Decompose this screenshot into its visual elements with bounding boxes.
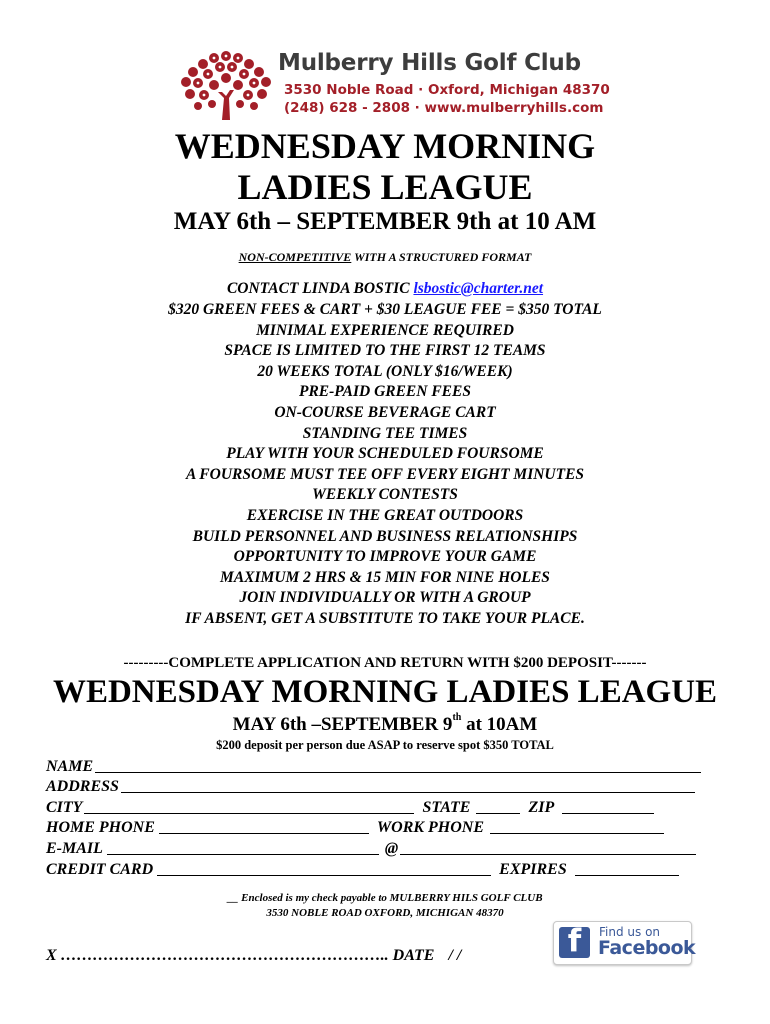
signature-mark: X	[46, 947, 57, 964]
feature-item: STANDING TEE TIMES	[302, 424, 468, 442]
email-domain-field[interactable]	[400, 840, 696, 855]
facebook-badge[interactable]	[553, 921, 696, 965]
name-label: NAME	[46, 757, 94, 775]
deposit-note: $200 deposit per person due ASAP to reserve spot $350 TOTAL	[216, 738, 554, 752]
application-dates-time: at 10AM	[461, 714, 538, 735]
feature-item: OPPORTUNITY TO IMPROVE YOUR GAME	[233, 548, 537, 566]
state-label: STATE	[422, 798, 471, 816]
format-rest: WITH A STRUCTURED FORMAT	[351, 250, 532, 264]
league-format	[0, 250, 770, 265]
check-address: 3530 NOBLE ROAD OXFORD, MICHIGAN 48370	[266, 907, 504, 919]
feature-item: BUILD PERSONNEL AND BUSINESS RELATIONSHIPS	[192, 527, 578, 545]
address-row	[46, 776, 726, 797]
credit-card-field[interactable]	[157, 861, 491, 876]
feature-item: MINIMAL EXPERIENCE REQUIRED	[256, 321, 514, 339]
name-field[interactable]	[95, 758, 701, 773]
home-phone-field[interactable]	[159, 819, 369, 834]
date-label: DATE	[392, 947, 435, 964]
feature-item: JOIN INDIVIDUALLY OR WITH A GROUP	[239, 589, 531, 607]
feature-item: PLAY WITH YOUR SCHEDULED FOURSOME	[226, 445, 544, 463]
format-emphasis: NON-COMPETITIVE	[238, 250, 352, 264]
club-phone-web: (248) 628 - 2808 · www.mulberryhills.com	[284, 100, 604, 116]
title-line-1: WEDNESDAY MORNING	[174, 126, 596, 166]
work-phone-field[interactable]	[490, 819, 664, 834]
feature-item: PRE-PAID GREEN FEES	[299, 383, 471, 401]
season-dates: MAY 6th – SEPTEMBER 9th at 10 AM	[173, 208, 597, 235]
signature-line[interactable]: ……………………………………………………..	[60, 947, 389, 964]
facebook-icon-letter: f	[567, 923, 582, 959]
email-label: E-MAIL	[46, 839, 103, 857]
cut-line: ---------COMPLETE APPLICATION AND RETURN WITH $200 DEPOSIT-------	[123, 655, 647, 671]
feature-item: 20 WEEKS TOTAL (ONLY $16/WEEK)	[257, 362, 513, 380]
expires-label: EXPIRES	[499, 860, 567, 878]
contact-email-link[interactable]: lsbostic@charter.net	[413, 280, 544, 297]
facebook-wordmark: Facebook	[598, 937, 696, 959]
application-dates-sup: th	[452, 712, 462, 723]
contact-prefix: CONTACT LINDA BOSTIC	[226, 280, 414, 297]
facebook-find-us: Find us on	[599, 925, 661, 939]
feature-item: A FOURSOME MUST TEE OFF EVERY EIGHT MINUTES	[185, 465, 585, 483]
club-logo	[178, 48, 610, 120]
credit-card-row	[46, 858, 726, 879]
feature-item: ON-COURSE BEVERAGE CART	[274, 403, 496, 421]
email-user-field[interactable]	[107, 840, 379, 855]
state-field[interactable]	[476, 799, 520, 814]
zip-label: ZIP	[528, 798, 555, 816]
phone-row	[46, 817, 726, 838]
credit-card-label: CREDIT CARD	[46, 860, 154, 878]
contact-line	[0, 279, 770, 300]
address-label: ADDRESS	[46, 778, 119, 796]
zip-field[interactable]	[562, 799, 654, 814]
feature-item: SPACE IS LIMITED TO THE FIRST 12 TEAMS	[224, 342, 546, 360]
application-form	[46, 755, 726, 879]
email-at-sign: @	[384, 839, 399, 857]
signature-row	[46, 947, 461, 965]
application-dates	[0, 714, 770, 736]
application-dates-main: MAY 6th –SEPTEMBER 9	[232, 714, 453, 735]
feature-item: IF ABSENT, GET A SUBSTITUTE TO TAKE YOUR PLACE.	[185, 609, 585, 627]
feature-item: EXERCISE IN THE GREAT OUTDOORS	[246, 506, 524, 524]
feature-item: MAXIMUM 2 HRS & 15 MIN FOR NINE HOLES	[220, 568, 550, 586]
check-payable-note: __ Enclosed is my check payable to MULBERRY HILS GOLF CLUB	[227, 892, 543, 904]
feature-list	[0, 300, 770, 630]
mulberry-tree-icon	[178, 48, 274, 120]
city-field[interactable]	[84, 799, 414, 814]
title-line-2: LADIES LEAGUE	[237, 167, 533, 207]
application-title: WEDNESDAY MORNING LADIES LEAGUE	[52, 674, 718, 710]
expires-field[interactable]	[575, 861, 679, 876]
feature-item: $320 GREEN FEES & CART + $30 LEAGUE FEE = $350 TOTAL	[168, 301, 602, 318]
email-row	[46, 837, 726, 858]
feature-item: WEEKLY CONTESTS	[312, 486, 458, 504]
name-row	[46, 755, 726, 776]
city-row	[46, 796, 726, 817]
address-field[interactable]	[121, 778, 695, 793]
date-field[interactable]: / /	[448, 947, 462, 964]
facebook-icon	[559, 923, 590, 959]
club-address: 3530 Noble Road · Oxford, Michigan 48370	[284, 82, 610, 98]
home-phone-label: HOME PHONE	[46, 819, 155, 837]
city-label: CITY	[46, 798, 83, 816]
work-phone-label: WORK PHONE	[376, 819, 485, 837]
club-name: Mulberry Hills Golf Club	[278, 50, 581, 76]
